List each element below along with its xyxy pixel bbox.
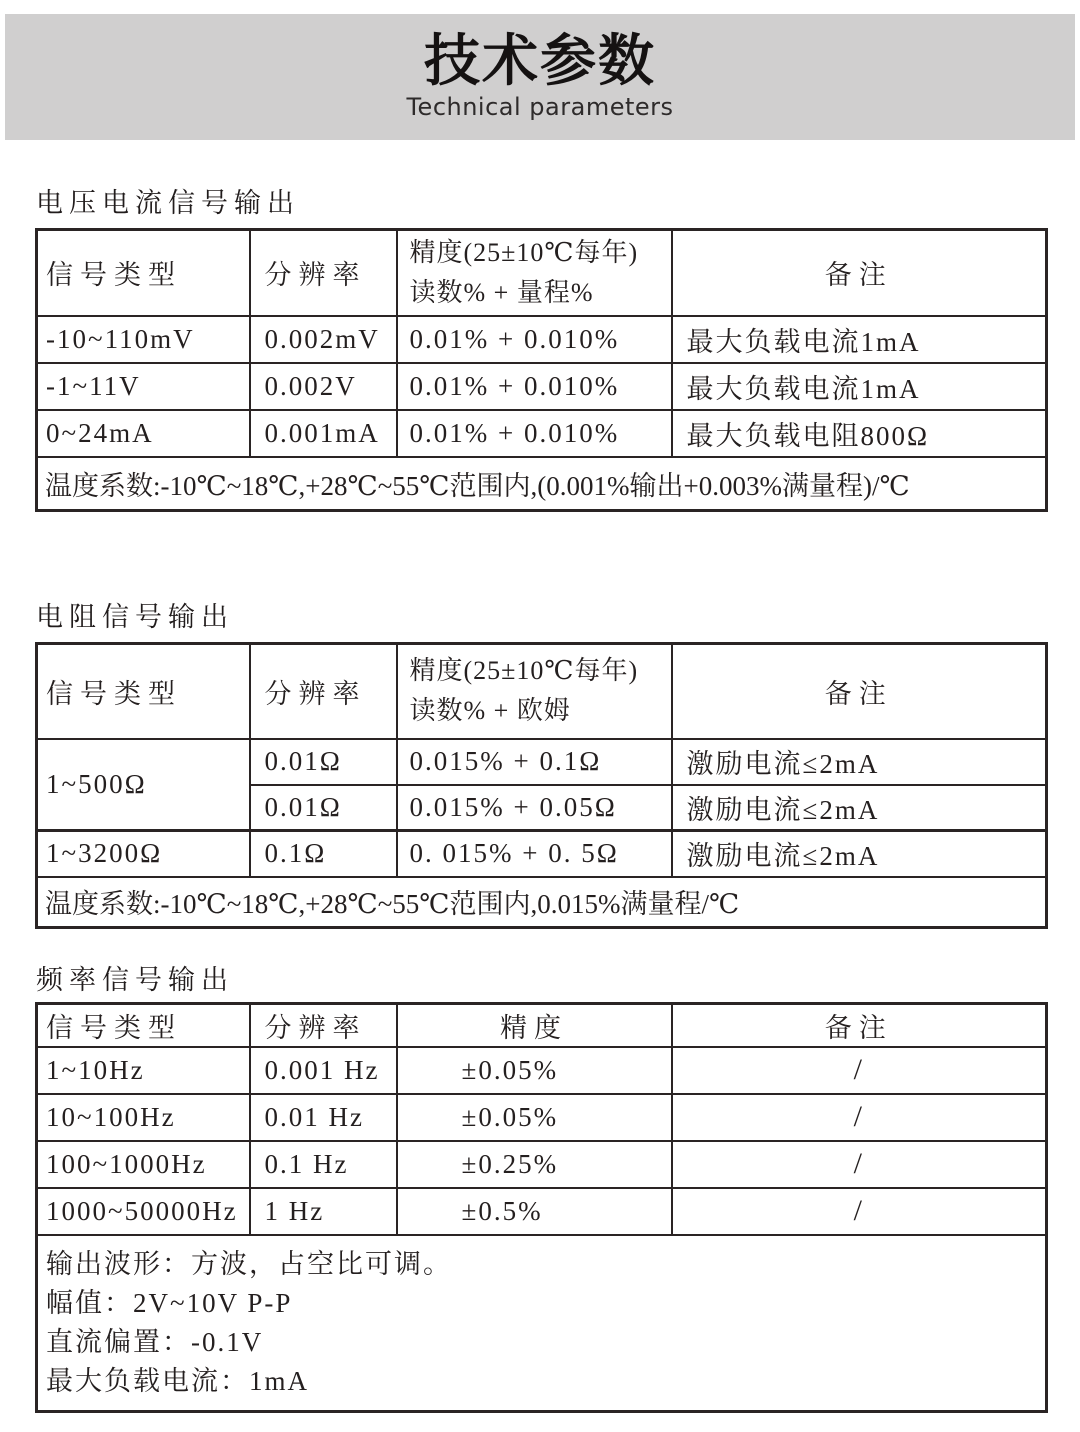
table-cell: 激励电流≤2mA [672,831,1047,877]
table-cell: 10~100Hz [37,1094,250,1141]
table-cell: 0.01Ω [250,785,397,831]
table-cell: 0~24mA [37,410,250,457]
table-row [37,1141,1047,1188]
table-header-row [37,644,1047,739]
note-line-max-load-current: 最大负载电流：1mA [46,1365,309,1396]
table-cell: 0.015% + 0.1Ω [397,739,672,785]
section-title-resistance-output: 电阻信号输出 [36,602,234,632]
accuracy-header-line2: 读数% + 量程% [409,277,594,307]
table-cell: 1 Hz [250,1188,397,1235]
table-cell: 最大负载电流1mA [672,316,1047,363]
table-row [37,1188,1047,1235]
table-row [37,1094,1047,1141]
table-cell: / [672,1094,1047,1141]
table-cell: 0.015% + 0.05Ω [397,785,672,831]
table-cell: 0.002mV [250,316,397,363]
table-cell: 0.1 Hz [250,1141,397,1188]
table-cell: 最大负载电阻800Ω [672,410,1047,457]
section-title-voltage-current-output: 电压电流信号输出 [36,188,300,218]
column-header-resolution: 分辨率 [250,230,397,316]
voltage-current-table [35,228,1048,512]
table-row [37,410,1047,457]
table-row [37,1047,1047,1094]
column-header-accuracy [397,644,672,739]
table-cell: 0.002V [250,363,397,410]
column-header-resolution: 分辨率 [250,1004,397,1047]
table-cell: 0.1Ω [250,831,397,877]
table-cell: 0.01% + 0.010% [397,363,672,410]
accuracy-header-line2: 读数% + 欧姆 [409,696,571,726]
table-cell: 1000~50000Hz [37,1188,250,1235]
column-header-accuracy [397,230,672,316]
table-cell-range-group: 1~500Ω [37,739,250,831]
temperature-coefficient-note: 温度系数:-10℃~18℃,+28℃~55℃范围内,0.015%满量程/℃ [37,877,1047,928]
column-header-accuracy: 精度 [397,1004,672,1047]
table-header-row [37,230,1047,316]
section-title-frequency-output: 频率信号输出 [36,965,234,995]
table-cell: 1~10Hz [37,1047,250,1094]
note-line-dc-offset: 直流偏置：-0.1V [46,1326,264,1357]
table-footer-row [37,877,1047,928]
page-subtitle: Technical parameters [406,92,674,121]
table-cell: 1~3200Ω [37,831,250,877]
table-cell: 0.01% + 0.010% [397,410,672,457]
resistance-table [35,642,1048,929]
frequency-table [35,1002,1048,1413]
table-cell: 0.01 Hz [250,1094,397,1141]
table-cell: ±0.05% [397,1094,672,1141]
column-header-remark: 备注 [672,644,1047,739]
table-cell: / [672,1047,1047,1094]
table-footer-row [37,1235,1047,1412]
column-header-remark: 备注 [672,1004,1047,1047]
page-title: 技术参数 [424,29,656,95]
table-header-row [37,1004,1047,1047]
temperature-coefficient-note: 温度系数:-10℃~18℃,+28℃~55℃范围内,(0.001%输出+0.003%满量程)/℃ [37,457,1047,511]
table-cell: -10~110mV [37,316,250,363]
table-cell: ±0.25% [397,1141,672,1188]
table-cell: 0.001 Hz [250,1047,397,1094]
table-cell: / [672,1188,1047,1235]
note-line-waveform: 输出波形：方波，占空比可调。 [46,1248,452,1279]
table-cell: 最大负载电流1mA [672,363,1047,410]
table-cell: -1~11V [37,363,250,410]
table-cell: ±0.5% [397,1188,672,1235]
table-footer-row [37,457,1047,511]
table-row [37,739,1047,785]
accuracy-header-line1: 精度(25±10℃每年) [409,656,639,686]
column-header-signal-type: 信号类型 [37,230,250,316]
table-cell: 0.01Ω [250,739,397,785]
table-row [37,363,1047,410]
note-line-amplitude: 幅值：2V~10V P-P [46,1287,293,1318]
column-header-remark: 备注 [672,230,1047,316]
table-cell: 100~1000Hz [37,1141,250,1188]
table-cell: / [672,1141,1047,1188]
accuracy-header-line1: 精度(25±10℃每年) [409,237,639,267]
table-cell: 激励电流≤2mA [672,739,1047,785]
column-header-signal-type: 信号类型 [37,1004,250,1047]
column-header-signal-type: 信号类型 [37,644,250,739]
table-cell: 0.01% + 0.010% [397,316,672,363]
table-cell: 0. 015% + 0. 5Ω [397,831,672,877]
table-cell: ±0.05% [397,1047,672,1094]
column-header-resolution: 分辨率 [250,644,397,739]
table-cell: 0.001mA [250,410,397,457]
header-banner [5,14,1075,140]
table-row [37,316,1047,363]
output-waveform-notes [37,1235,1047,1412]
table-cell: 激励电流≤2mA [672,785,1047,831]
table-row [37,831,1047,877]
